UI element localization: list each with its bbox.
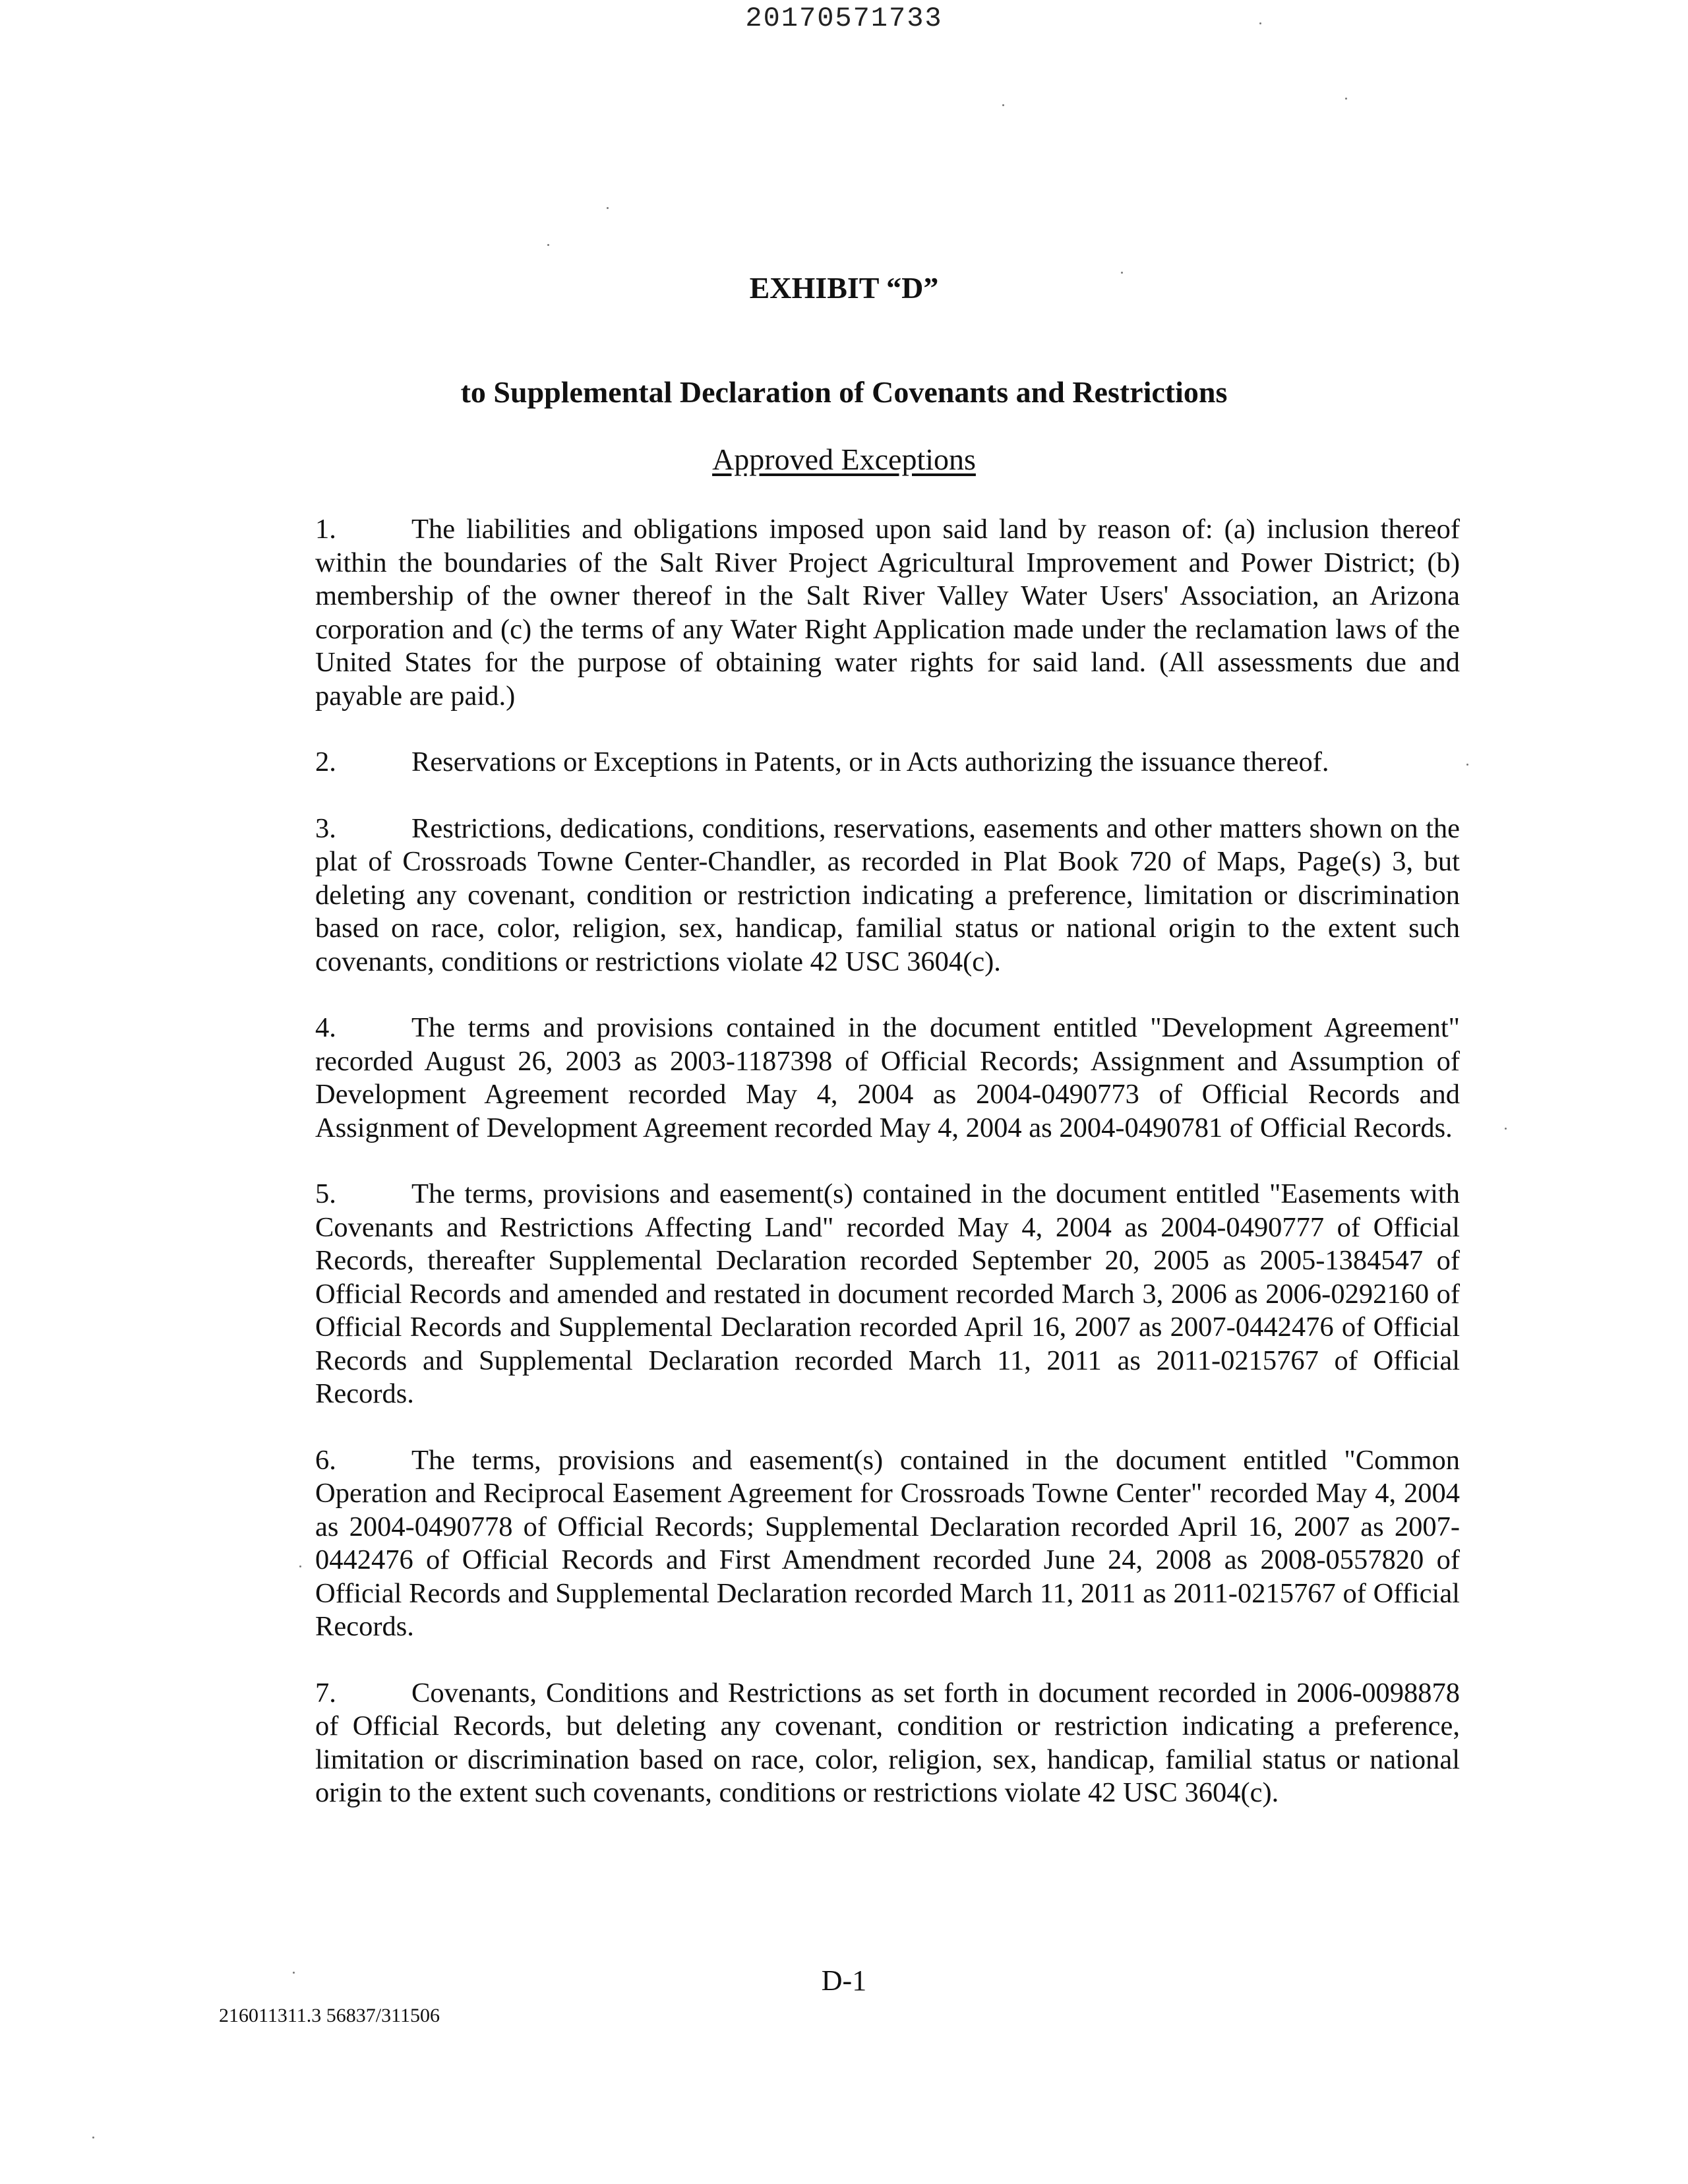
exception-number: 7. (315, 1677, 336, 1709)
document-subtitle: to Supplemental Declaration of Covenants and Restrictions (460, 375, 1228, 409)
document-reference: 216011311.3 56837/311506 (219, 2005, 440, 2026)
exception-number: 3. (315, 812, 336, 844)
exception-text: Covenants, Conditions and Restrictions as set forth in document recorded in 2006-0098878 of Official Records, but deleting any covenant, condition or restriction indicating a preference, limitation or discrimination based on race, color, religion, sex, handicap, familial status or national origin to the extent such covenants, conditions or restrictions violate 42 USC 3604(c). (315, 1677, 1460, 1808)
scan-speck (293, 1972, 295, 1974)
exception-number: 5. (315, 1178, 336, 1209)
exception-text: The terms and provisions contained in the document entitled "Development Agreement" recorded August 26, 2003 as 2003-1187398 of Official Records; Assignment and Assumption of Development Agreement recorded May 4, 2004 as 2004-0490773 of Official Records and Assignment of Development Agreement recorded May 4, 2004 as 2004-0490781 of Official Records. (315, 1012, 1460, 1143)
exception-number: 2. (315, 746, 336, 777)
scan-speck (92, 2137, 94, 2138)
recording-number: 20170571733 (745, 3, 943, 34)
scan-speck (607, 207, 609, 209)
exception-item (315, 1012, 1460, 1145)
exceptions-list (315, 513, 1460, 1843)
exception-number: 1. (315, 514, 336, 545)
exception-text: Restrictions, dedications, conditions, reservations, easements and other matters shown on the plat of Crossroads Towne Center-Chandler, as recorded in Plat Book 720 of Maps, Page(s) 3, but deleting any covenant, condition or restriction indicating a preference, limitation or discrimination based on race, color, religion, sex, handicap, familial status or national origin to the extent such covenants, conditions or restrictions violate 42 USC 3604(c). (315, 812, 1460, 977)
exception-number: 4. (315, 1012, 336, 1043)
exhibit-title: EXHIBIT “D” (749, 271, 939, 305)
page-number: D-1 (821, 1964, 867, 1997)
scan-speck (1121, 272, 1123, 274)
exception-item (315, 1677, 1460, 1810)
exception-item (315, 1444, 1460, 1644)
exception-text: The liabilities and obligations imposed upon said land by reason of: (a) inclusion thereof within the boundaries of the Salt River Project Agricultural Improvement and Power District; (b) membership of the owner thereof in the Salt River Valley Water Users' Association, an Arizona corporation and (c) the terms of any Water Right Application made under the reclamation laws of the United States for the purpose of obtaining water rights for said land. (All assessments due and payable are paid.) (315, 514, 1460, 712)
scan-speck (1002, 104, 1004, 106)
exception-item (315, 1178, 1460, 1411)
exception-item (315, 812, 1460, 979)
section-heading: Approved Exceptions (712, 442, 976, 476)
scan-speck (1466, 764, 1468, 766)
scan-speck (547, 244, 549, 246)
exception-text: The terms, provisions and easement(s) contained in the document entitled "Common Operation and Reciprocal Easement Agreement for Crossroads Towne Center" recorded May 4, 2004 as 2004-0490778 of Official Records; Supplemental Declaration recorded April 16, 2007 as 2007-0442476 of Official Records and First Amendment recorded June 24, 2008 as 2008-0557820 of Official Records and Supplemental Declaration recorded March 11, 2011 as 2011-0215767 of Official Records. (315, 1444, 1460, 1642)
scan-speck (1259, 22, 1261, 24)
scan-speck (299, 1565, 301, 1567)
exception-number: 6. (315, 1444, 336, 1476)
scan-speck (1345, 98, 1347, 100)
exception-text: The terms, provisions and easement(s) contained in the document entitled "Easements with Covenants and Restrictions Affecting Land" recorded May 4, 2004 as 2004-0490777 of Official Records, thereafter Supplemental Declaration recorded September 20, 2005 as 2005-1384547 of Official Records and amended and restated in document recorded March 3, 2006 as 2006-0292160 of Official Records and Supplemental Declaration recorded April 16, 2007 as 2007-0442476 of Official Records and Supplemental Declaration recorded March 11, 2011 as 2011-0215767 of Official Records. (315, 1178, 1460, 1409)
exception-text: Reservations or Exceptions in Patents, or in Acts authorizing the issuance thereof. (411, 746, 1329, 777)
exception-item (315, 513, 1460, 713)
exception-item (315, 746, 1460, 779)
scan-speck (1505, 1128, 1507, 1130)
